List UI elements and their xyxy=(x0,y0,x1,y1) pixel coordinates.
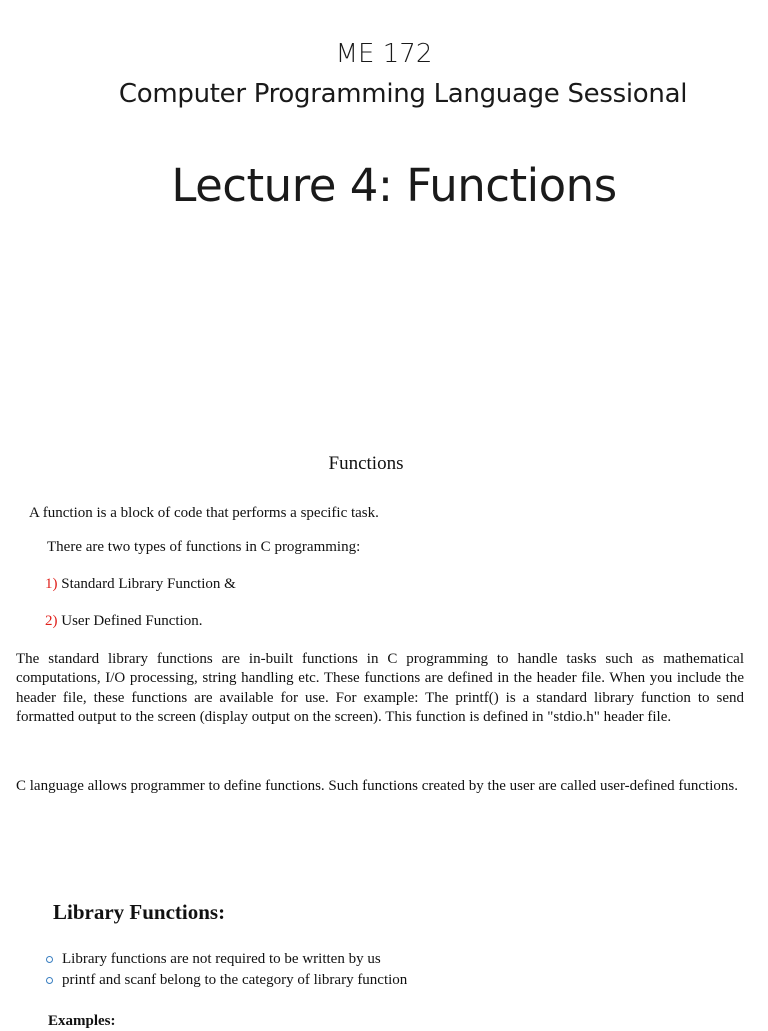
library-functions-list xyxy=(46,949,407,991)
list-item-text: printf and scanf belong to the category of library function xyxy=(62,972,408,988)
circle-bullet-icon xyxy=(46,956,53,963)
lecture-title: Lecture 4: Functions xyxy=(171,159,617,212)
type-item-standard-library xyxy=(45,574,236,594)
examples-label: Examples: xyxy=(48,1013,116,1029)
type-number: 2) xyxy=(45,613,58,629)
course-code: ME 172 xyxy=(335,39,433,69)
paragraph-user-defined: C language allows programmer to define functions. Such functions created by the user are called user-defined functions. xyxy=(16,778,738,794)
list-item xyxy=(46,970,407,991)
type-item-user-defined xyxy=(45,611,202,631)
circle-bullet-icon xyxy=(46,977,53,984)
course-name: Computer Programming Language Sessional xyxy=(118,79,688,109)
list-item-text: Library functions are not required to be written by us xyxy=(62,951,381,967)
types-intro-text: There are two types of functions in C programming: xyxy=(47,539,361,555)
definition-text: A function is a block of code that performs a specific task. xyxy=(29,505,379,521)
paragraph-standard-library: The standard library functions are in-built functions in C programming to handle tasks such as mathematical computations, I/O processing, string handling etc. These functions are defined in the header file. When you include the header file, these functions are available for use. For example: The printf() is a standard library function to send formatted output to the screen (display output on the screen). This function is defined in "stdio.h" header file. xyxy=(16,651,744,725)
type-label: Standard Library Function & xyxy=(57,576,236,592)
list-item xyxy=(46,949,407,970)
type-label: User Defined Function. xyxy=(57,613,203,629)
type-number: 1) xyxy=(45,576,58,592)
section-heading: Functions xyxy=(328,453,404,474)
library-functions-heading: Library Functions: xyxy=(53,900,226,924)
